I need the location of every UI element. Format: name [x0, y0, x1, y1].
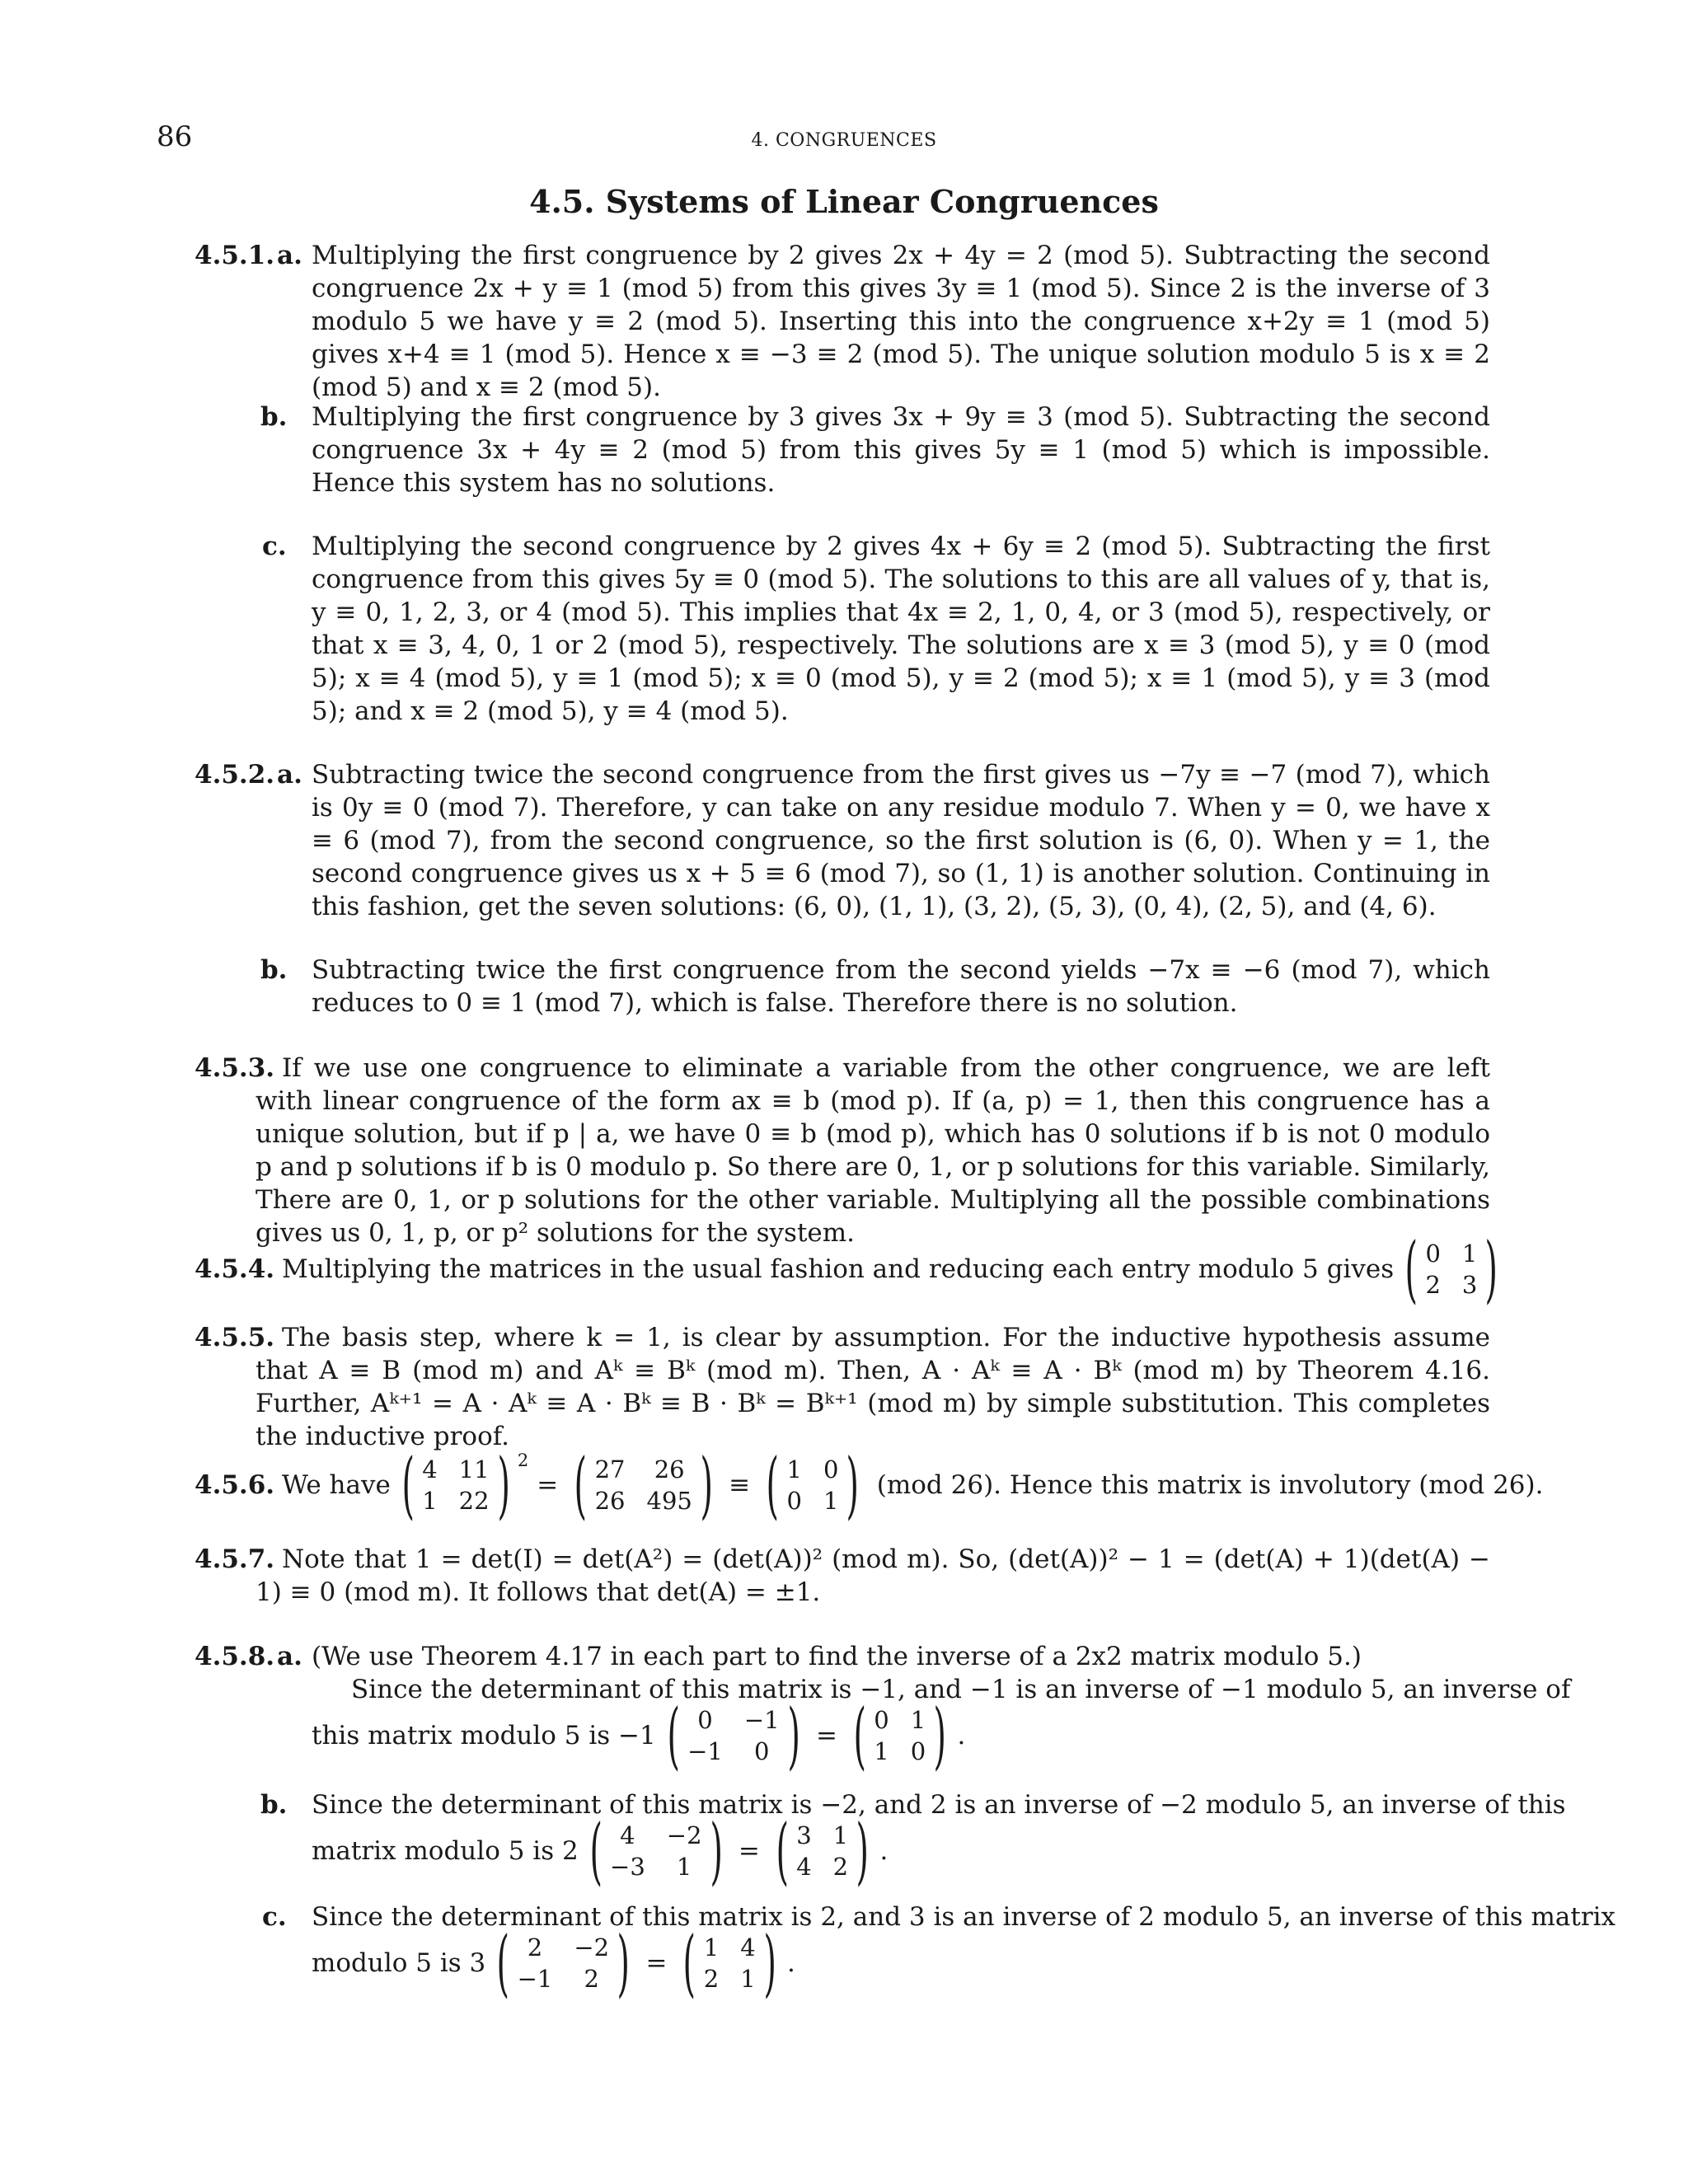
exercise-label-4-5-6: 4.5.6. — [195, 1470, 275, 1500]
inverse-matrix — [768, 1808, 877, 1893]
matrix-entry: −1 — [687, 1737, 723, 1765]
matrix-entry: 4 — [796, 1853, 812, 1881]
part-label-a: a. — [277, 760, 302, 790]
matrix-entry: 26 — [654, 1455, 685, 1483]
result-matrix — [1397, 1226, 1506, 1311]
part-label-a: a. — [277, 241, 302, 270]
part-label-b: b. — [260, 1790, 288, 1820]
period: . — [879, 1836, 889, 1866]
exercise-4-5-8-c-formula — [312, 1920, 795, 2005]
left-paren: ( — [496, 1920, 510, 2005]
part-label-b: b. — [260, 402, 288, 432]
left-paren: ( — [401, 1442, 415, 1527]
formula-prefix: matrix modulo 5 is 2 — [312, 1836, 579, 1866]
matrix-entry: 3 — [1461, 1271, 1478, 1299]
matrix-entries — [704, 1932, 756, 1994]
exercise-label-4-5-2: 4.5.2. — [195, 760, 275, 790]
exercise-4-5-8-a-formula — [312, 1693, 966, 1778]
matrix-a-squared — [566, 1442, 720, 1527]
matrix-entry: 1 — [1461, 1240, 1478, 1268]
exercise-4-5-6-tail: (mod 26). Hence this matrix is involutory (mod 26). — [876, 1470, 1544, 1500]
matrix-entry: 0 — [1425, 1240, 1441, 1268]
congruent-sign: ≡ — [729, 1470, 751, 1500]
matrix-entry: 11 — [458, 1455, 490, 1483]
matrix-entry: 1 — [786, 1455, 802, 1483]
left-paren: ( — [776, 1808, 789, 1893]
equals-sign: = — [537, 1470, 559, 1500]
section-title: 4.5. Systems of Linear Congruences — [529, 183, 1159, 220]
exercise-label-4-5-4: 4.5.4. — [195, 1254, 275, 1284]
exercise-4-5-3-text: If we use one congruence to eliminate a variable from the other congruence, we are left with linear congruence of the form ax ≡ b (mod p). If (a, p) = 1, then this congruence has a unique solution, but if p | a, we have 0 ≡ b (mod p), which has 0 solutions if b is not 0 modulo p and p solutions if b is 0 modulo p. So there are 0, 1, or p solutions for this variable. Similarly, There are 0, 1, or p solutions for the other variable. Multiplying all the possible combinations gives us 0, 1, p, or p² solutions for the system. — [256, 1053, 1490, 1248]
matrix-entry: 0 — [786, 1487, 802, 1515]
matrix-entry: −2 — [574, 1933, 610, 1961]
matrix-entry: 1 — [832, 1821, 849, 1849]
matrix-entry: −1 — [743, 1706, 780, 1734]
exercise-4-5-8-c-line: Since the determinant of this matrix is 2, and 3 is an inverse of 2 modulo 5, an inverse of this matrix — [312, 1902, 1616, 1932]
matrix-entry: −3 — [610, 1853, 645, 1881]
matrix-entry: 2 — [832, 1853, 849, 1881]
exercise-label-4-5-3: 4.5.3. — [195, 1053, 275, 1083]
part-label-a: a. — [277, 1642, 302, 1671]
right-paren: ) — [617, 1920, 631, 2005]
matrix-entry: 1 — [703, 1933, 720, 1961]
left-paren: ( — [766, 1442, 780, 1527]
matrix-entries — [610, 1820, 702, 1882]
page-number: 86 — [157, 120, 193, 153]
exercise-label-4-5-1: 4.5.1. — [195, 241, 275, 270]
exercise-4-5-4-text: Multiplying the matrices in the usual fashion and reducing each entry modulo 5 gives — [282, 1254, 1395, 1284]
right-paren: ) — [709, 1808, 723, 1893]
matrix-entry: 3 — [796, 1821, 812, 1849]
exercise-4-5-1-a-text: Multiplying the first congruence by 2 gives 2x + 4y = 2 (mod 5). Subtracting the second congruence 2x + y ≡ 1 (mod 5) from this gives 3y ≡ 1 (mod 5). Since 2 is the inverse of 3 modulo 5 we have y ≡ 2 (mod 5). Inserting this into the congruence x+2y ≡ 1 (mod 5) gives x+4 ≡ 1 (mod 5). Hence x ≡ −3 ≡ 2 (mod 5). The unique solution modulo 5 is x ≡ 2 (mod 5) and x ≡ 2 (mod 5). — [312, 241, 1490, 402]
period: . — [787, 1948, 795, 1978]
part-label-c: c. — [262, 532, 287, 561]
right-paren: ) — [787, 1693, 800, 1778]
matrix-entry: 2 — [1425, 1271, 1441, 1299]
matrix — [582, 1808, 730, 1893]
exercise-4-5-5-text: The basis step, where k = 1, is clear by assumption. For the inductive hypothesis assume that A ≡ B (mod m) and Aᵏ ≡ Bᵏ (mod m). Then, A · Aᵏ ≡ A · Bᵏ (mod m) by Theorem 4.16. Further, Aᵏ⁺¹ = A · Aᵏ ≡ A · Bᵏ ≡ B · Bᵏ = Bᵏ⁺¹ (mod m) by simple substitution. This completes the inductive proof. — [256, 1323, 1490, 1451]
matrix-entry: 495 — [646, 1487, 692, 1515]
formula-prefix: this matrix modulo 5 is −1 — [312, 1721, 656, 1750]
matrix-entries — [1425, 1238, 1477, 1301]
matrix-entry: 0 — [874, 1706, 889, 1734]
equals-sign: = — [815, 1721, 837, 1750]
matrix-entries — [518, 1932, 610, 1994]
right-paren: ) — [700, 1442, 713, 1527]
we-have-text: We have — [282, 1470, 391, 1500]
matrix-entry: 0 — [697, 1706, 713, 1734]
exercise-4-5-6-line — [282, 1444, 1543, 1526]
right-paren: ) — [933, 1693, 947, 1778]
matrix-entries — [796, 1820, 848, 1882]
matrix-entry: 26 — [594, 1487, 626, 1515]
matrix-entry: 1 — [910, 1706, 926, 1734]
matrix-entries — [874, 1704, 926, 1767]
left-paren: ( — [1404, 1226, 1418, 1311]
right-paren: ) — [846, 1442, 860, 1527]
right-paren: ) — [856, 1808, 870, 1893]
matrix-entry: 27 — [594, 1455, 626, 1483]
exercise-4-5-7-text: Note that 1 = det(I) = det(A²) = (det(A))² (mod m). So, (det(A))² − 1 = (det(A) + 1)(det(A) − 1) ≡ 0 (mod m). It follows that det(A) = ±1. — [256, 1544, 1490, 1607]
exercise-4-5-2-a-text: Subtracting twice the second congruence from the first gives us −7y ≡ −7 (mod 7), which is 0y ≡ 0 (mod 7). Therefore, y can take on any residue modulo 7. When y = 0, we have x ≡ 6 (mod 7), from the second congruence, so the first solution is (6, 0). When y = 1, the second congruence gives us x + 5 ≡ 6 (mod 7), so (1, 1) is another solution. Continuing in this fashion, get the seven solutions: (6, 0), (1, 1), (3, 2), (5, 3), (0, 4), (2, 5), and (4, 6). — [312, 760, 1490, 921]
exercise-4-5-1-c-text: Multiplying the second congruence by 2 gives 4x + 6y ≡ 2 (mod 5). Subtracting the first congruence from this gives 5y ≡ 0 (mod 5). The solutions to this are all values of y, that is, y ≡ 0, 1, 2, 3, or 4 (mod 5). This implies that 4x ≡ 2, 1, 0, 4, or 3 (mod 5), respectively, or that x ≡ 3, 4, 0, 1 or 2 (mod 5), respectively. The solutions are x ≡ 3 (mod 5), y ≡ 0 (mod 5); x ≡ 4 (mod 5), y ≡ 1 (mod 5); x ≡ 0 (mod 5), y ≡ 2 (mod 5); x ≡ 1 (mod 5), y ≡ 3 (mod 5); and x ≡ 2 (mod 5), y ≡ 4 (mod 5). — [312, 532, 1490, 726]
left-paren: ( — [574, 1442, 588, 1527]
left-paren: ( — [853, 1693, 866, 1778]
exercise-4-5-8-b-line: Since the determinant of this matrix is −2, and 2 is an inverse of −2 modulo 5, an inverse of this — [312, 1790, 1566, 1820]
identity-matrix — [758, 1442, 867, 1527]
matrix-entry: 4 — [740, 1933, 756, 1961]
matrix — [489, 1920, 637, 2005]
part-label-c: c. — [262, 1902, 287, 1932]
exercise-4-5-4-line — [282, 1226, 1509, 1311]
left-paren: ( — [589, 1808, 603, 1893]
matrix-entry: 0 — [910, 1737, 926, 1765]
matrix-entries — [787, 1454, 839, 1516]
right-paren: ) — [763, 1920, 776, 2005]
matrix-entry: 2 — [527, 1933, 543, 1961]
matrix-entry: −1 — [517, 1965, 553, 1993]
matrix-entry: 1 — [740, 1965, 756, 1993]
matrix-entry: 4 — [620, 1821, 635, 1849]
equals-sign: = — [645, 1948, 668, 1978]
exercise-4-5-8-b-formula — [312, 1808, 889, 1893]
exercise-label-4-5-5: 4.5.5. — [195, 1323, 275, 1352]
matrix-entry: 0 — [754, 1737, 770, 1765]
running-head: 4. CONGRUENCES — [751, 130, 937, 151]
left-paren: ( — [667, 1693, 680, 1778]
inverse-matrix — [675, 1920, 784, 2005]
matrix-entries — [687, 1704, 780, 1767]
matrix-entry: 1 — [874, 1737, 889, 1765]
matrix-entry: 1 — [676, 1853, 692, 1881]
matrix-entries — [595, 1454, 692, 1516]
matrix-entry: 4 — [422, 1455, 438, 1483]
formula-prefix: modulo 5 is 3 — [312, 1948, 486, 1978]
exercise-label-4-5-7: 4.5.7. — [195, 1544, 275, 1574]
period: . — [957, 1721, 966, 1750]
exercise-4-5-8-a-intro: (We use Theorem 4.17 in each part to find the inverse of a 2x2 matrix modulo 5.) — [312, 1642, 1362, 1671]
left-paren: ( — [682, 1920, 696, 2005]
matrix-entry: 2 — [584, 1965, 599, 1993]
matrix-entry: 2 — [703, 1965, 720, 1993]
right-paren: ) — [1484, 1226, 1498, 1311]
matrix-entry: 1 — [823, 1487, 839, 1515]
exercise-4-5-1-b-text: Multiplying the first congruence by 3 gives 3x + 9y ≡ 3 (mod 5). Subtracting the second congruence 3x + 4y ≡ 2 (mod 5) from this gives 5y ≡ 1 (mod 5) which is impossible. Hence this system has no solutions. — [312, 402, 1490, 498]
equals-sign: = — [738, 1836, 760, 1866]
matrix-a — [394, 1442, 529, 1527]
matrix-entry: 1 — [422, 1487, 438, 1515]
exercise-label-4-5-8: 4.5.8. — [195, 1642, 275, 1671]
matrix — [659, 1693, 808, 1778]
inverse-matrix — [846, 1693, 954, 1778]
matrix-entries — [422, 1454, 489, 1516]
matrix-entry: −2 — [666, 1821, 702, 1849]
right-paren: ) — [496, 1442, 510, 1527]
exercise-4-5-2-b-text: Subtracting twice the first congruence from the second yields −7x ≡ −6 (mod 7), which reduces to 0 ≡ 1 (mod 7), which is false. Therefore there is no solution. — [312, 955, 1490, 1018]
exponent: 2 — [517, 1451, 529, 1470]
exercise-4-5-8-a-line: Since the determinant of this matrix is −1, and −1 is an inverse of −1 modulo 5, an inverse of — [351, 1675, 1571, 1704]
matrix-entry: 0 — [823, 1455, 839, 1483]
part-label-b: b. — [260, 955, 288, 985]
matrix-entry: 22 — [458, 1487, 490, 1515]
